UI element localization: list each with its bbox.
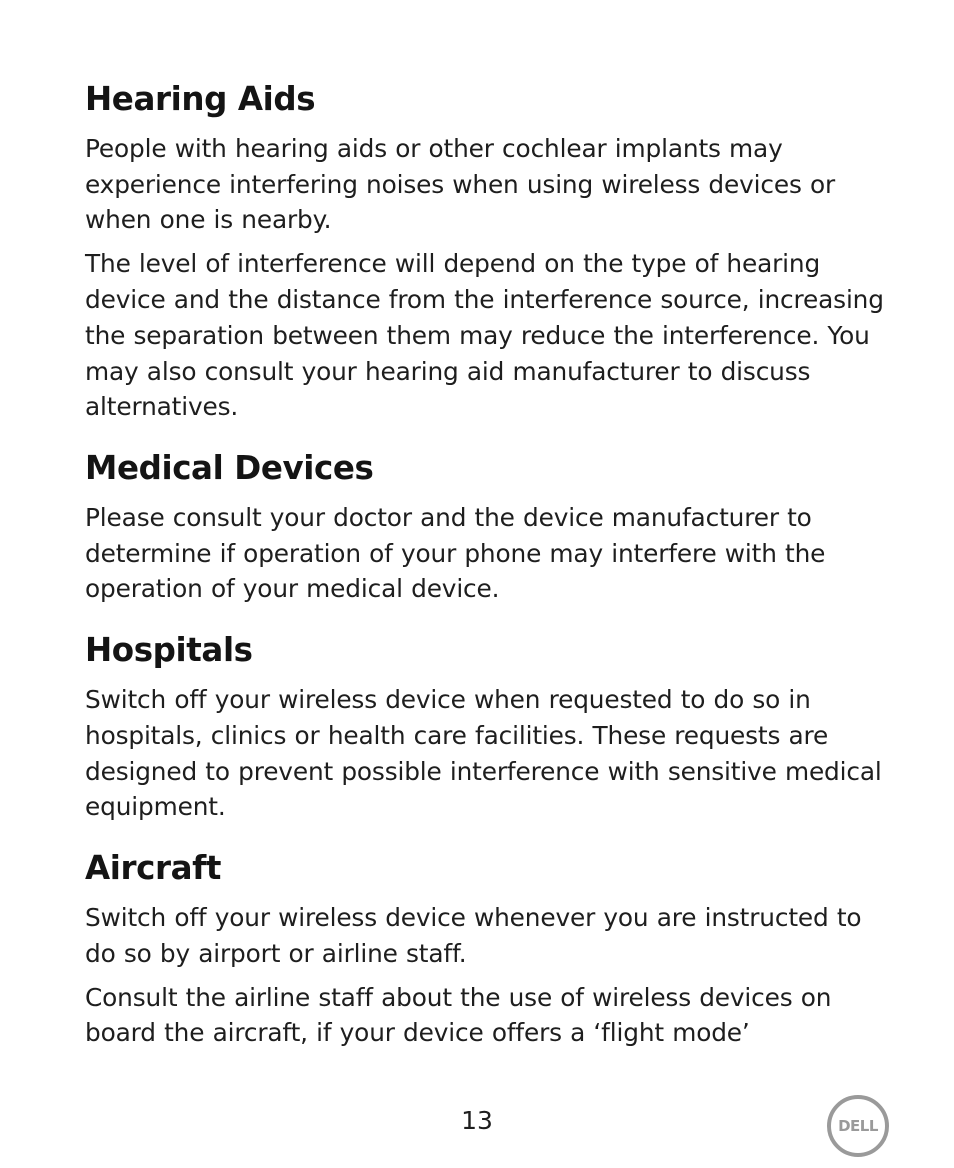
page-number: 13 (461, 1106, 493, 1135)
dell-logo-icon (826, 1094, 890, 1158)
dell-logo-text: DELL (838, 1117, 878, 1135)
section-aircraft (85, 851, 900, 1051)
paragraph: People with hearing aids or other cochlear implants may experience interfering noises when using wireless devices or when one is nearby. (85, 133, 836, 235)
section-hearing-aids (85, 82, 900, 425)
paragraph: Consult the airline staff about the use of wireless devices on board the aircraft, if your device offers a ‘flight mode’ (85, 982, 832, 1048)
paragraph: Switch off your wireless device when requested to do so in hospitals, clinics or health care facilities. These requests are designed to prevent possible interference with sensitive medical equipment. (85, 685, 882, 822)
section-hospitals (85, 633, 900, 825)
section-heading: Hospitals (85, 631, 253, 670)
paragraph: Please consult your doctor and the device manufacturer to determine if operation of your phone may interfere with the operation of your medical device. (85, 502, 826, 604)
section-heading: Aircraft (85, 849, 222, 888)
section-heading: Hearing Aids (85, 80, 316, 118)
paragraph: Switch off your wireless device whenever you are instructed to do so by airport or airline staff. (85, 902, 862, 968)
section-medical-devices (85, 451, 900, 607)
page-content (85, 82, 900, 1059)
section-heading: Medical Devices (85, 449, 374, 488)
paragraph: The level of interference will depend on the type of hearing device and the distance from the interference source, increasing the separation between them may reduce the interference. You may also consult your hearing aid manufacturer to discuss alternatives. (85, 249, 884, 422)
